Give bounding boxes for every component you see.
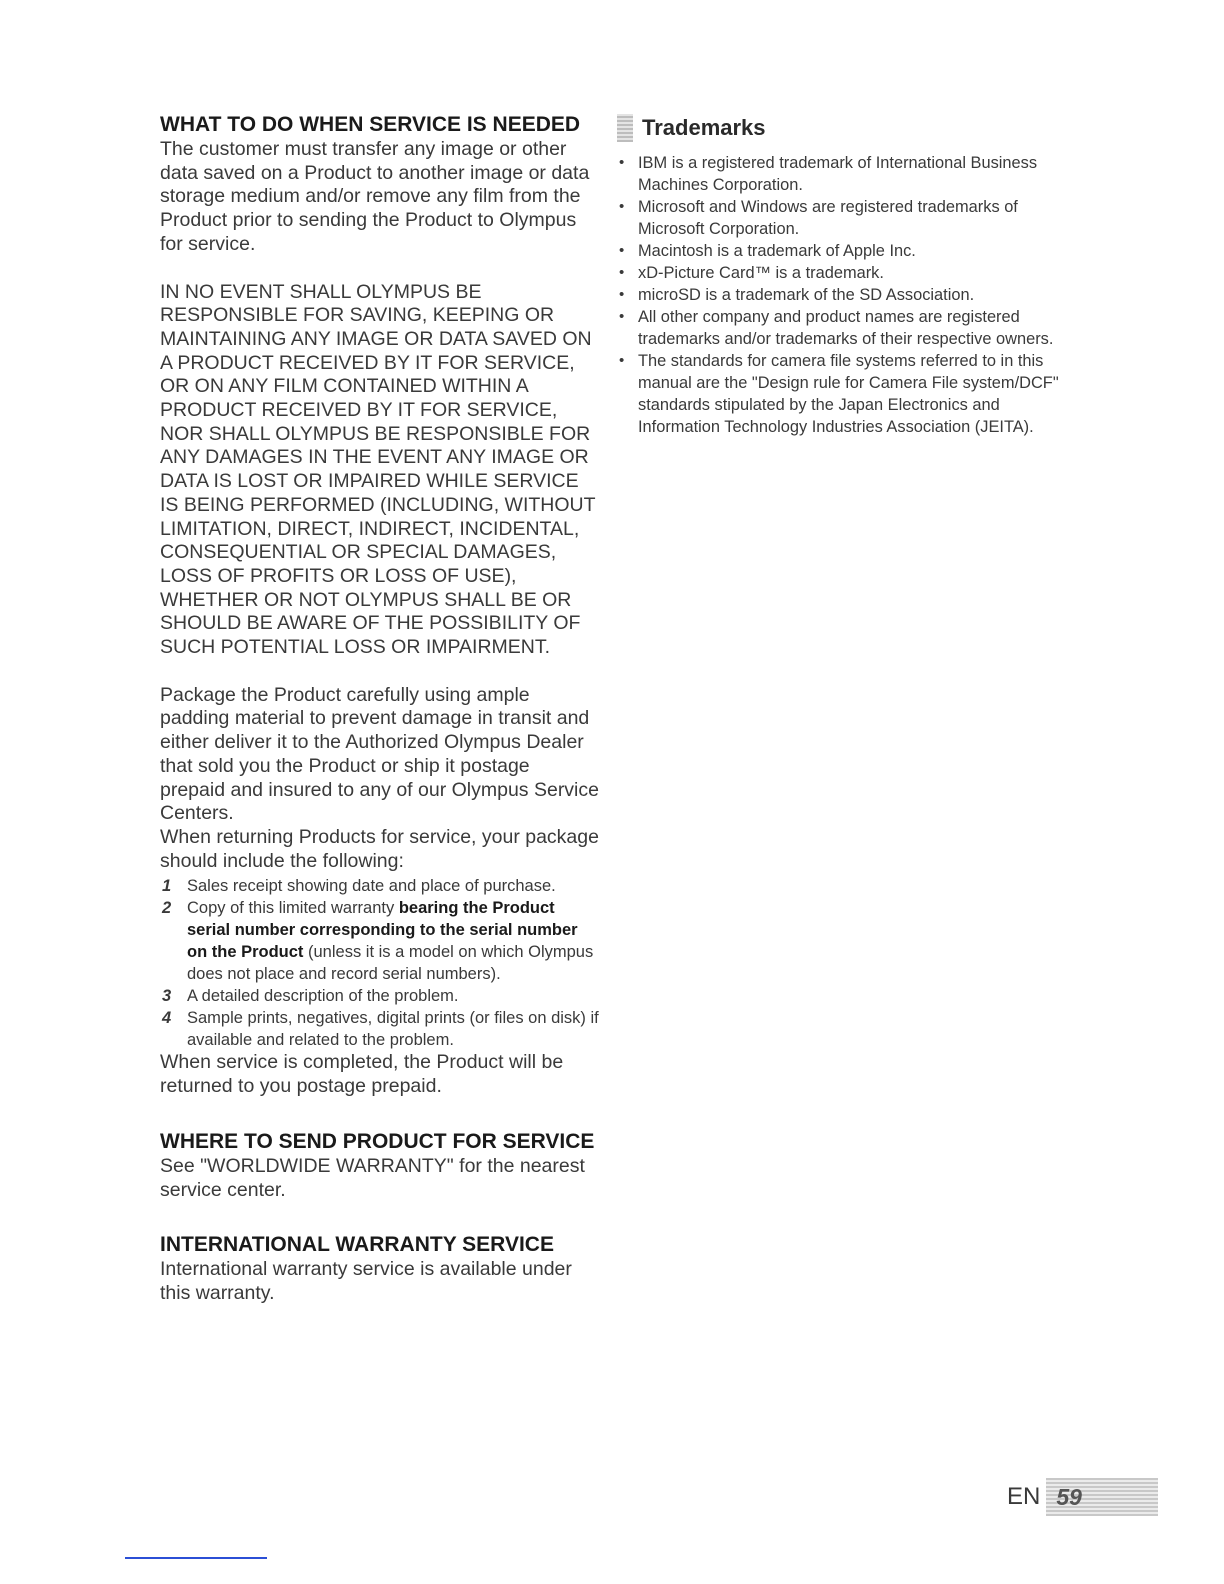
right-column bbox=[617, 114, 1067, 438]
list-item bbox=[160, 897, 600, 985]
where-to-send-para: See "WORLDWIDE WARRANTY" for the nearest service center. bbox=[160, 1154, 585, 1201]
where-to-send-heading: WHERE TO SEND PRODUCT FOR SERVICE bbox=[160, 1129, 595, 1153]
list-item: • Macintosh is a trademark of Apple Inc. bbox=[617, 240, 1067, 262]
list-item-text-pre: Copy of this limited warranty bbox=[187, 899, 399, 918]
trademarks-title-row bbox=[617, 114, 1067, 142]
list-item bbox=[160, 1007, 600, 1051]
list-item: • All other company and product names are registered trademarks and/or trademarks of their respective owners. bbox=[617, 306, 1067, 350]
left-column bbox=[160, 112, 600, 1306]
list-item-number: 1 bbox=[162, 877, 172, 896]
list-item-number: 2 bbox=[162, 899, 172, 918]
trademarks-heading: Trademarks bbox=[642, 115, 766, 140]
list-item: • The standards for camera file systems referred to in this manual are the "Design rule for Camera File system/DCF" standards stipulated by the Japan Electronics and Information Technology Industries Association (JEITA). bbox=[617, 350, 1067, 438]
list-item: • Microsoft and Windows are registered trademarks of Microsoft Corporation. bbox=[617, 196, 1067, 240]
page-number-box bbox=[1046, 1478, 1158, 1516]
service-needed-para-3: Package the Product carefully using ample padding material to prevent damage in transit and either deliver it to the Authorized Olympus Dealer that sold you the Product or ship it postage prepaid and insured to any of our Olympus Service Centers. bbox=[160, 683, 599, 825]
list-item bbox=[160, 875, 600, 897]
list-item: • microSD is a trademark of the SD Association. bbox=[617, 284, 1067, 306]
list-item: • xD-Picture Card™ is a trademark. bbox=[617, 262, 1067, 284]
international-warranty-heading: INTERNATIONAL WARRANTY SERVICE bbox=[160, 1233, 554, 1257]
list-item-text: Sample prints, negatives, digital prints (or files on disk) if available and related to the problem. bbox=[187, 1009, 599, 1050]
list-item-text: A detailed description of the problem. bbox=[187, 987, 459, 1006]
language-label: EN bbox=[1007, 1483, 1041, 1510]
service-needed-heading: WHAT TO DO WHEN SERVICE IS NEEDED bbox=[160, 113, 581, 136]
return-requirements-list bbox=[160, 875, 600, 1051]
list-item-text-post: (unless it is a model on which Olympus does not place and record serial numbers). bbox=[187, 943, 594, 984]
list-item-number: 3 bbox=[162, 987, 172, 1006]
service-needed-disclaimer: IN NO EVENT SHALL OLYMPUS BE RESPONSIBLE FOR SAVING, KEEPING OR MAINTAINING ANY IMAGE OR DATA SAVED ON A PRODUCT RECEIVED BY IT FOR SERVICE, OR ON ANY FILM CONTAINED WITHIN A PRODUCT RECEIVED BY IT FOR SERVICE, NOR SHALL OLYMPUS BE RESPONSIBLE FOR ANY DAMAGES IN THE EVENT ANY IMAGE OR DATA IS LOST OR IMPAIRED WHILE SERVICE IS BEING PERFORMED (INCLUDING, WITHOUT LIMITATION, DIRECT, INDIRECT, INCIDENTAL, CONSEQUENTIAL OR SPECIAL DAMAGES, LOSS OF PROFITS OR LOSS OF USE), WHETHER OR NOT OLYMPUS SHALL BE OR SHOULD BE AWARE OF THE POSSIBILITY OF SUCH POTENTIAL LOSS OR IMPAIRMENT. bbox=[160, 280, 596, 659]
list-item bbox=[160, 985, 600, 1007]
footer-rule bbox=[125, 1557, 267, 1559]
list-item-number: 4 bbox=[162, 1009, 172, 1028]
section-marker-icon bbox=[617, 114, 633, 142]
trademarks-list bbox=[617, 152, 1067, 438]
page-number bbox=[1007, 1478, 1158, 1516]
list-item-text-bold: bearing the Product serial number corresponding to the serial number on the Product bbox=[187, 899, 578, 962]
international-warranty-para: International warranty service is available under this warranty. bbox=[160, 1258, 572, 1304]
service-needed-para-1: The customer must transfer any image or other data saved on a Product to another image or data storage medium and/or remove any film from the Product prior to sending the Product to Olympus for service. bbox=[160, 138, 590, 255]
page-number-value: 59 bbox=[1056, 1483, 1082, 1510]
list-item-text: Sales receipt showing date and place of purchase. bbox=[187, 877, 556, 896]
list-item: • IBM is a registered trademark of International Business Machines Corporation. bbox=[617, 152, 1067, 196]
service-completed-para: When service is completed, the Product will be returned to you postage prepaid. bbox=[160, 1051, 564, 1098]
service-needed-para-4: When returning Products for service, your package should include the following: bbox=[160, 825, 599, 872]
